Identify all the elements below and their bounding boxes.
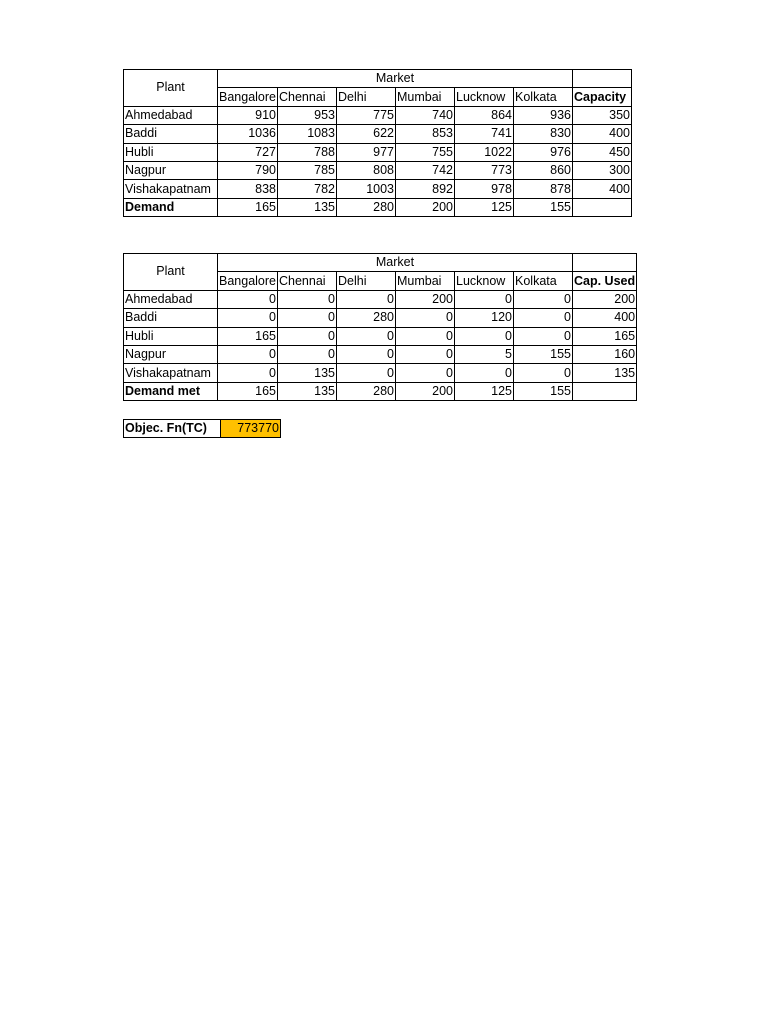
capacity-header[interactable]: Capacity — [573, 88, 632, 106]
plant-name[interactable]: Ahmedabad — [124, 106, 218, 124]
table-row — [124, 180, 632, 198]
allocation-cell[interactable]: 0 — [514, 290, 573, 308]
demand-cell[interactable]: 280 — [337, 198, 396, 216]
cost-cell[interactable]: 1003 — [337, 180, 396, 198]
plant-name[interactable]: Nagpur — [124, 161, 218, 179]
table-row — [124, 290, 637, 308]
allocation-cell[interactable]: 5 — [455, 345, 514, 363]
plant-name[interactable]: Vishakapatnam — [124, 364, 218, 382]
allocation-cell[interactable]: 0 — [218, 345, 278, 363]
objective-label[interactable]: Objec. Fn(TC) — [124, 420, 221, 438]
allocation-cell[interactable]: 0 — [337, 364, 396, 382]
cost-cell[interactable]: 788 — [278, 143, 337, 161]
column-header[interactable]: Kolkata — [514, 88, 573, 106]
plant-name[interactable]: Ahmedabad — [124, 290, 218, 308]
capacity-cell[interactable]: 300 — [573, 161, 632, 179]
column-header[interactable]: Bangalore — [218, 88, 278, 106]
cap-used-header[interactable]: Cap. Used — [573, 272, 637, 290]
demand-met-cell[interactable]: 125 — [455, 382, 514, 400]
allocation-cell[interactable]: 0 — [218, 364, 278, 382]
demand-met-cell[interactable]: 165 — [218, 382, 278, 400]
plant-name[interactable]: Hubli — [124, 143, 218, 161]
plant-name[interactable]: Nagpur — [124, 345, 218, 363]
table-row — [124, 364, 637, 382]
empty-cell[interactable] — [573, 70, 632, 88]
allocation-cell[interactable]: 0 — [337, 327, 396, 345]
demand-cell[interactable]: 165 — [218, 198, 278, 216]
cost-cell[interactable]: 740 — [396, 106, 455, 124]
column-header[interactable]: Lucknow — [455, 88, 514, 106]
column-header[interactable]: Delhi — [337, 272, 396, 290]
column-header[interactable]: Mumbai — [396, 272, 455, 290]
cost-cell[interactable]: 1036 — [218, 125, 278, 143]
allocation-cell[interactable]: 120 — [455, 309, 514, 327]
cost-cell[interactable]: 853 — [396, 125, 455, 143]
cost-cell[interactable]: 1022 — [455, 143, 514, 161]
table-row — [124, 345, 637, 363]
cap-used-cell[interactable]: 165 — [573, 327, 637, 345]
plant-header[interactable]: Plant — [124, 70, 218, 107]
capacity-cell[interactable]: 400 — [573, 125, 632, 143]
demand-label[interactable]: Demand — [124, 198, 218, 216]
cap-used-cell[interactable]: 200 — [573, 290, 637, 308]
allocation-cell[interactable]: 0 — [514, 309, 573, 327]
capacity-cell[interactable]: 350 — [573, 106, 632, 124]
objective-function — [123, 419, 281, 438]
empty-cell[interactable] — [573, 382, 637, 400]
allocation-cell[interactable]: 280 — [337, 309, 396, 327]
allocation-cell[interactable]: 0 — [396, 327, 455, 345]
cost-cell[interactable]: 978 — [455, 180, 514, 198]
demand-met-label[interactable]: Demand met — [124, 382, 218, 400]
allocation-cell[interactable]: 0 — [278, 345, 337, 363]
demand-met-cell[interactable]: 200 — [396, 382, 455, 400]
allocation-cell[interactable]: 0 — [455, 290, 514, 308]
market-header[interactable]: Market — [218, 254, 573, 272]
cost-table — [123, 69, 632, 217]
cost-cell[interactable]: 1083 — [278, 125, 337, 143]
objective-value[interactable]: 773770 — [221, 420, 281, 438]
cost-cell[interactable]: 953 — [278, 106, 337, 124]
cost-cell[interactable]: 741 — [455, 125, 514, 143]
cost-cell[interactable]: 782 — [278, 180, 337, 198]
allocation-cell[interactable]: 165 — [218, 327, 278, 345]
allocation-cell[interactable]: 0 — [396, 364, 455, 382]
table-row — [124, 309, 637, 327]
cost-cell[interactable]: 860 — [514, 161, 573, 179]
cost-cell[interactable]: 830 — [514, 125, 573, 143]
capacity-cell[interactable]: 400 — [573, 180, 632, 198]
cost-cell[interactable]: 808 — [337, 161, 396, 179]
demand-met-cell[interactable]: 280 — [337, 382, 396, 400]
allocation-cell[interactable]: 200 — [396, 290, 455, 308]
allocation-cell[interactable]: 0 — [514, 364, 573, 382]
capacity-cell[interactable]: 450 — [573, 143, 632, 161]
column-header[interactable]: Delhi — [337, 88, 396, 106]
table-row — [124, 161, 632, 179]
demand-met-cell[interactable]: 135 — [278, 382, 337, 400]
demand-cell[interactable]: 200 — [396, 198, 455, 216]
cost-cell[interactable]: 910 — [218, 106, 278, 124]
demand-cell[interactable]: 135 — [278, 198, 337, 216]
table-row — [124, 143, 632, 161]
allocation-cell[interactable]: 0 — [218, 290, 278, 308]
demand-cell[interactable]: 155 — [514, 198, 573, 216]
plant-header[interactable]: Plant — [124, 254, 218, 291]
allocation-cell[interactable]: 0 — [337, 290, 396, 308]
column-header[interactable]: Chennai — [278, 88, 337, 106]
allocation-table — [123, 253, 637, 401]
demand-row — [124, 198, 632, 216]
table-row — [124, 125, 632, 143]
plant-name[interactable]: Baddi — [124, 125, 218, 143]
market-header[interactable]: Market — [218, 70, 573, 88]
cost-cell[interactable]: 785 — [278, 161, 337, 179]
plant-name[interactable]: Hubli — [124, 327, 218, 345]
plant-name[interactable]: Vishakapatnam — [124, 180, 218, 198]
cap-used-cell[interactable]: 160 — [573, 345, 637, 363]
allocation-cell[interactable]: 0 — [278, 309, 337, 327]
allocation-cell[interactable]: 135 — [278, 364, 337, 382]
cap-used-cell[interactable]: 400 — [573, 309, 637, 327]
column-header[interactable]: Lucknow — [455, 272, 514, 290]
empty-cell[interactable] — [573, 198, 632, 216]
column-header[interactable]: Chennai — [278, 272, 337, 290]
cost-cell[interactable]: 977 — [337, 143, 396, 161]
column-header[interactable]: Mumbai — [396, 88, 455, 106]
allocation-cell[interactable]: 0 — [396, 345, 455, 363]
cost-cell[interactable]: 742 — [396, 161, 455, 179]
allocation-cell[interactable]: 0 — [396, 309, 455, 327]
allocation-cell[interactable]: 0 — [218, 309, 278, 327]
allocation-cell[interactable]: 0 — [278, 290, 337, 308]
cost-cell[interactable]: 936 — [514, 106, 573, 124]
allocation-cell[interactable]: 0 — [278, 327, 337, 345]
allocation-cell[interactable]: 0 — [455, 327, 514, 345]
cost-cell[interactable]: 622 — [337, 125, 396, 143]
cap-used-cell[interactable]: 135 — [573, 364, 637, 382]
cost-cell[interactable]: 892 — [396, 180, 455, 198]
allocation-cell[interactable]: 0 — [514, 327, 573, 345]
demand-met-cell[interactable]: 155 — [514, 382, 573, 400]
allocation-cell[interactable]: 155 — [514, 345, 573, 363]
table-row — [124, 327, 637, 345]
demand-met-row — [124, 382, 637, 400]
column-header[interactable]: Kolkata — [514, 272, 573, 290]
cost-cell[interactable]: 755 — [396, 143, 455, 161]
empty-cell[interactable] — [573, 254, 637, 272]
allocation-cell[interactable]: 0 — [455, 364, 514, 382]
cost-cell[interactable]: 838 — [218, 180, 278, 198]
cost-cell[interactable]: 864 — [455, 106, 514, 124]
cost-cell[interactable]: 773 — [455, 161, 514, 179]
table-row — [124, 106, 632, 124]
cost-cell[interactable]: 790 — [218, 161, 278, 179]
cost-cell[interactable]: 775 — [337, 106, 396, 124]
demand-cell[interactable]: 125 — [455, 198, 514, 216]
cost-cell[interactable]: 878 — [514, 180, 573, 198]
allocation-cell[interactable]: 0 — [337, 345, 396, 363]
cost-cell[interactable]: 976 — [514, 143, 573, 161]
cost-cell[interactable]: 727 — [218, 143, 278, 161]
plant-name[interactable]: Baddi — [124, 309, 218, 327]
column-header[interactable]: Bangalore — [218, 272, 278, 290]
